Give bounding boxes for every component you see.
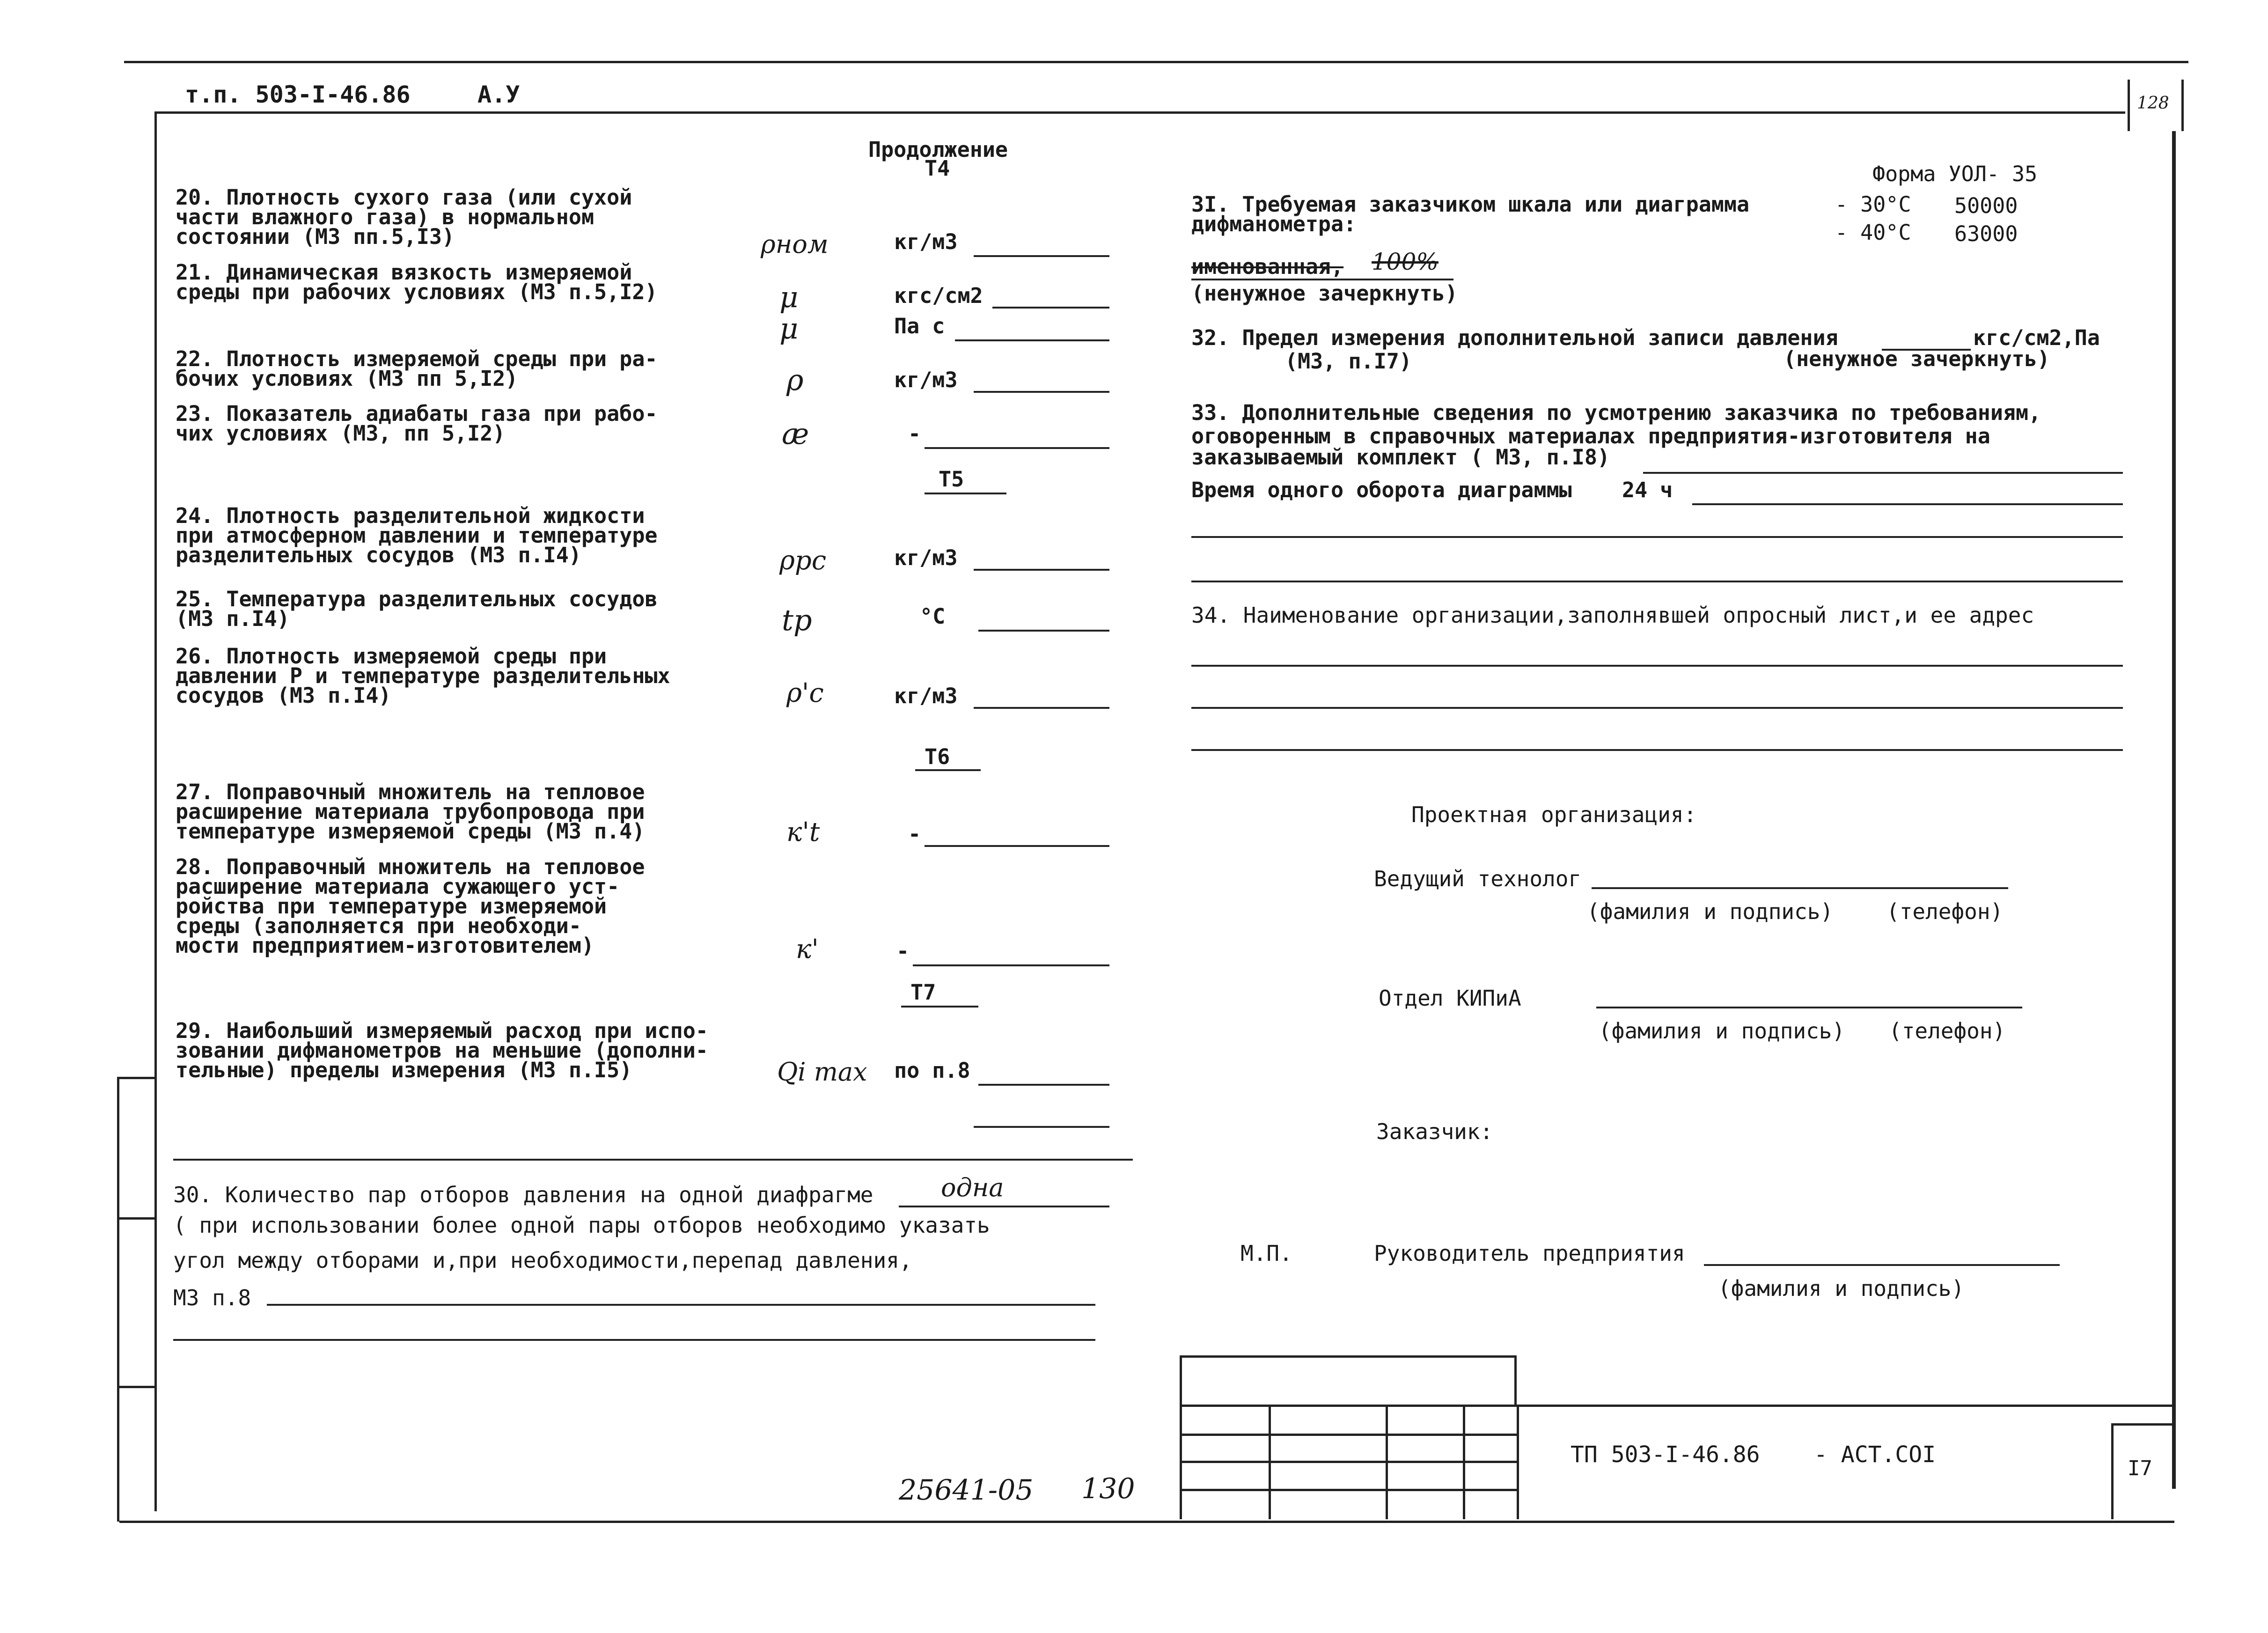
- corner-number: 128: [2137, 94, 2169, 113]
- frame-left: [154, 111, 157, 1511]
- item24-symbol: ρрс: [779, 545, 827, 576]
- item31-value-2: 63000: [1954, 221, 2018, 246]
- item22-unit: кг/м3: [894, 368, 958, 392]
- item20-line1: 20. Плотность сухого газа (или сухой: [176, 185, 632, 210]
- item25-unit: °С: [920, 604, 946, 629]
- item31-temp-1: - 30°С: [1835, 192, 1911, 217]
- stamp-sheet-code: - АСТ.СОI: [1814, 1442, 1936, 1468]
- item30-field-2[interactable]: [267, 1304, 1095, 1306]
- frame-right: [2172, 131, 2176, 1489]
- item21-unit-2: Па с: [894, 314, 945, 338]
- item31-value-1: 50000: [1954, 193, 2018, 218]
- item33-value: 24 ч: [1622, 478, 1673, 502]
- item32-line1: 32. Предел измерения дополнительной записи давления: [1191, 325, 1838, 350]
- item28-field[interactable]: [913, 964, 1109, 966]
- top-rule: [124, 61, 2188, 63]
- item22-line1: 22. Плотность измеряемой среды при ра-: [176, 346, 658, 371]
- item33-field[interactable]: [1643, 472, 2123, 474]
- item29-unit: по п.8: [894, 1058, 970, 1083]
- item22-symbol: ρ: [786, 363, 804, 397]
- stamp-code: ТП 503-I-46.86: [1571, 1442, 1760, 1468]
- item20-symbol: ρном: [761, 229, 829, 259]
- item26-line3: сосудов (МЗ п.I4): [176, 683, 391, 708]
- item29-line1: 29. Наибольший измеряемый расход при испо-: [176, 1018, 708, 1043]
- item20-unit: кг/м3: [894, 229, 958, 254]
- item26-symbol: ρ'с: [786, 678, 824, 708]
- item33-field-3[interactable]: [1191, 536, 2123, 538]
- item27-line2: расширение материала трубопровода при: [176, 799, 645, 824]
- header-suffix: А.У: [477, 81, 520, 108]
- item23-unit: -: [908, 421, 921, 446]
- corner-box-right: [2181, 80, 2184, 131]
- item21-symbol-2: μ: [779, 311, 799, 346]
- item29-line2: зовании дифманометров на меньшие (дополни-: [176, 1038, 708, 1063]
- form-label: Форма УОЛ- 35: [1872, 162, 2038, 186]
- item26-unit: кг/м3: [894, 684, 958, 708]
- archive-number: 25641-05: [899, 1474, 1034, 1507]
- item34-field-1[interactable]: [1191, 665, 2123, 667]
- lead-tech-sig-note: (фамилия и подпись): [1587, 899, 1834, 924]
- continuation-table: Т4: [925, 156, 950, 181]
- item22-line2: бочих условиях (МЗ пп 5,I2): [176, 366, 518, 391]
- item29-line3: тельные) пределы измерения (МЗ п.I5): [176, 1058, 632, 1082]
- title-block-row3: [1180, 1489, 1517, 1491]
- item21-field[interactable]: [992, 307, 1109, 309]
- item27-symbol: к't: [786, 817, 820, 847]
- item27-line1: 27. Поправочный множитель на тепловое: [176, 780, 645, 804]
- item28-line4: среды (заполняется при необходи-: [176, 913, 581, 938]
- item24-unit: кг/м3: [894, 545, 958, 570]
- item21-symbol: μ: [779, 280, 799, 314]
- item26-line1: 26. Плотность измеряемой среды при: [176, 644, 607, 669]
- item20-field[interactable]: [974, 255, 1109, 257]
- title-block-row2: [1180, 1461, 1517, 1463]
- item23-symbol: æ: [782, 417, 809, 451]
- item28-line1: 28. Поправочный множитель на тепловое: [176, 854, 645, 879]
- title-block-row1: [1180, 1434, 1517, 1436]
- continuation-word: Продолжение: [868, 137, 1008, 162]
- title-block-page-top: [2111, 1423, 2172, 1426]
- item30-line2: ( при использовании более одной пары отборов необходимо указать: [173, 1213, 990, 1238]
- director-field[interactable]: [1704, 1264, 2060, 1266]
- item30-line4: МЗ п.8: [173, 1285, 251, 1310]
- item30-line1: 30. Количество пар отборов давления на одной диафрагме: [173, 1182, 873, 1207]
- item29-field-2[interactable]: [974, 1126, 1109, 1128]
- item30-field-3[interactable]: [173, 1339, 1095, 1341]
- item23-field[interactable]: [925, 447, 1109, 449]
- item31-note: (ненужное зачеркнуть): [1191, 281, 1458, 306]
- title-block-top: [1180, 1405, 2172, 1407]
- title-block-col3: [1463, 1405, 1465, 1519]
- customer-label: Заказчик:: [1376, 1119, 1493, 1144]
- item33-line4: Время одного оборота диаграммы: [1191, 478, 1572, 502]
- binding-strip-left: [117, 1077, 119, 1522]
- kipia-label: Отдел КИПиА: [1379, 986, 1521, 1011]
- item32-unit: кгс/см2,Па: [1973, 325, 2100, 350]
- frame-top: [154, 111, 2125, 114]
- item34-field-2[interactable]: [1191, 707, 2123, 709]
- archive-sheet-number: 130: [1081, 1472, 1135, 1505]
- item24-line1: 24. Плотность разделительной жидкости: [176, 503, 645, 528]
- item30-value: одна: [941, 1173, 1004, 1202]
- t5-underline: [925, 493, 1006, 494]
- item32-ref: (МЗ, п.I7): [1285, 349, 1412, 374]
- item29-symbol: Qi max: [777, 1057, 867, 1087]
- stamp-page: I7: [2128, 1456, 2152, 1480]
- binding-strip-mid2: [117, 1386, 157, 1388]
- item34-field-3[interactable]: [1191, 749, 2123, 751]
- table-t7-label: Т7: [910, 980, 936, 1005]
- item22-field[interactable]: [974, 391, 1109, 393]
- item31-named-underline: [1191, 279, 1453, 280]
- item30-field[interactable]: [899, 1206, 1109, 1207]
- header-code: т.п. 503-I-46.86: [185, 81, 411, 108]
- item31-percent: 100%: [1372, 248, 1439, 275]
- table-t6-label: Т6: [925, 744, 950, 769]
- item27-line3: температуре измеряемой среды (МЗ п.4): [176, 819, 645, 844]
- kipia-sig-note: (фамилия и подпись): [1599, 1018, 1845, 1044]
- item31-line2: дифманометра:: [1191, 212, 1357, 236]
- lead-tech-label: Ведущий технолог: [1374, 866, 1582, 891]
- item25-line2: (МЗ п.I4): [176, 606, 290, 631]
- t7-underline: [901, 1006, 978, 1008]
- corner-box-left: [2128, 80, 2130, 131]
- title-block-col5: [2111, 1423, 2114, 1519]
- stamp-place-label: М.П.: [1240, 1241, 1292, 1266]
- item21-field-2[interactable]: [955, 339, 1109, 341]
- item27-unit: -: [908, 822, 921, 846]
- item31-temp-2: - 40°С: [1835, 220, 1911, 245]
- item28-line5: мости предприятием-изготовителем): [176, 933, 595, 958]
- item28-line2: расширение материала сужающего уст-: [176, 874, 620, 899]
- item32-note: (ненужное зачеркнуть): [1784, 346, 2050, 371]
- item25-line1: 25. Температура разделительных сосудов: [176, 587, 658, 611]
- director-label: Руководитель предприятия: [1374, 1241, 1685, 1266]
- item20-line2: части влажного газа) в нормальном: [176, 205, 595, 229]
- kipia-phone: (телефон): [1889, 1018, 2006, 1044]
- item33-line3: заказываемый комплект ( МЗ, п.I8): [1191, 445, 1610, 470]
- item26-line2: давлении Р и температуре разделительных: [176, 663, 670, 688]
- item28-symbol: к': [796, 934, 819, 964]
- binding-strip-mid1: [117, 1217, 157, 1220]
- item24-line3: разделительных сосудов (МЗ п.I4): [176, 543, 581, 567]
- item21-unit: кгс/см2: [894, 283, 983, 308]
- t6-underline: [915, 769, 981, 771]
- kipia-field[interactable]: [1596, 1007, 2022, 1008]
- item24-field[interactable]: [974, 569, 1109, 571]
- item24-line2: при атмосферном давлении и температуре: [176, 523, 658, 548]
- item33-line2: оговоренным в справочных материалах предприятия-изготовителя на: [1191, 424, 1990, 449]
- org-title: Проектная организация:: [1411, 802, 1697, 827]
- lead-tech-field[interactable]: [1592, 887, 2008, 889]
- binding-strip-top: [117, 1077, 157, 1079]
- item33-field-2[interactable]: [1692, 503, 2123, 505]
- frame-bottom: [119, 1521, 2174, 1523]
- director-sig-note: (фамилия и подпись): [1718, 1276, 1965, 1301]
- item33-field-4[interactable]: [1191, 581, 2123, 582]
- title-block-col2: [1386, 1405, 1388, 1519]
- item23-line2: чих условиях (МЗ, пп 5,I2): [176, 421, 506, 446]
- item33-line1: 33. Дополнительные сведения по усмотрению заказчика по требованиям,: [1191, 400, 2041, 425]
- item25-field[interactable]: [978, 630, 1109, 632]
- item21-line1: 21. Динамическая вязкость измеряемой: [176, 260, 632, 285]
- item25-symbol: tр: [782, 603, 812, 637]
- title-block-upper-box: [1180, 1355, 1517, 1407]
- item26-field[interactable]: [974, 707, 1109, 709]
- item21-line2: среды при рабочих условиях (МЗ п.5,I2): [176, 280, 658, 304]
- separator-left: [173, 1159, 1133, 1161]
- title-block-col4: [1517, 1405, 1519, 1519]
- item29-field[interactable]: [978, 1084, 1109, 1086]
- item34-label: 34. Наименование организации,заполнявшей опросный лист,и ее адрес: [1191, 603, 2034, 628]
- item28-line3: ройства при температуре измеряемой: [176, 894, 607, 919]
- item31-named: именованная,: [1191, 254, 1344, 279]
- table-t5-label: Т5: [939, 467, 964, 492]
- title-block-col1: [1269, 1405, 1271, 1519]
- item28-unit: -: [896, 939, 910, 964]
- item27-field[interactable]: [925, 845, 1109, 847]
- item23-line1: 23. Показатель адиабаты газа при рабо-: [176, 401, 658, 426]
- item31-line1: 3I. Требуемая заказчиком шкала или диаграмма: [1191, 192, 1750, 217]
- lead-tech-phone: (телефон): [1886, 899, 2004, 924]
- item30-line3: угол между отборами и,при необходимости,перепад давления,: [173, 1248, 912, 1273]
- item20-line3: состоянии (МЗ пп.5,I3): [176, 224, 455, 249]
